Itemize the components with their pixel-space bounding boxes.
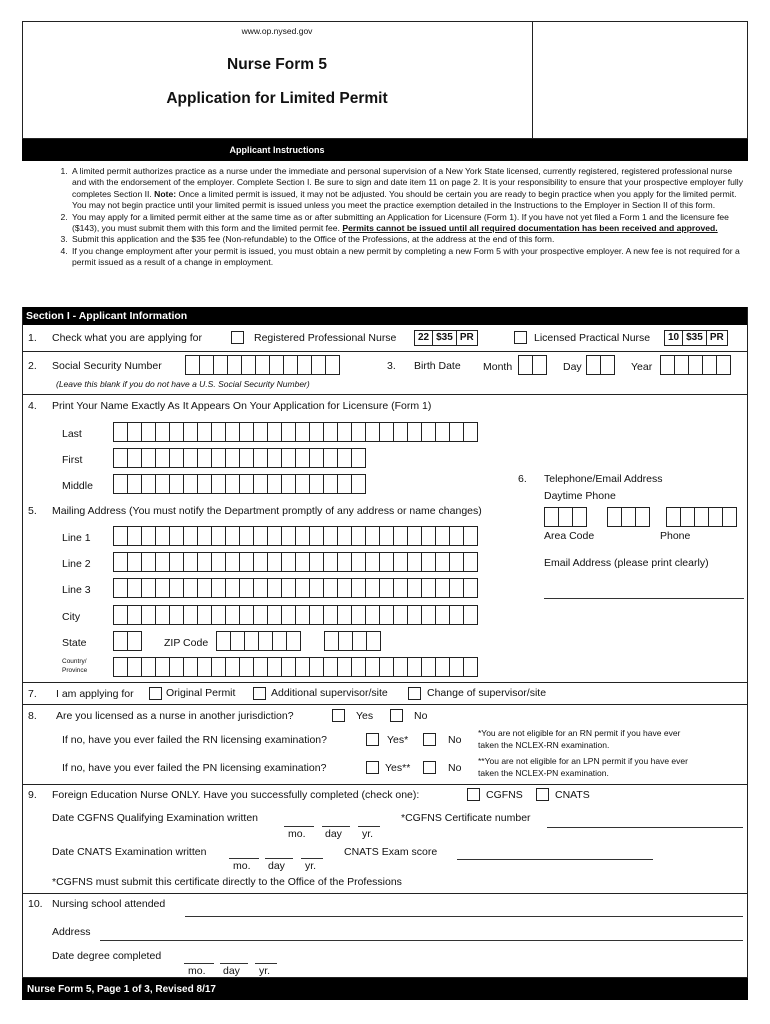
area-code-label: Area Code [544, 530, 595, 542]
pn-note: taken the NCLEX-PN examination. [478, 768, 609, 778]
cnats-label: CNATS [555, 789, 590, 801]
q10-label: Nursing school attended [52, 898, 166, 910]
q1-num: 1. [28, 332, 37, 344]
yr-label: yr. [305, 860, 317, 872]
lpn-code: 10 $35 PR [664, 330, 727, 346]
original-permit-label: Original Permit [166, 687, 236, 699]
licensed-no-label: No [414, 710, 428, 722]
line2-label: Line 2 [62, 558, 91, 570]
header-box [22, 21, 748, 139]
line1-label: Line 1 [62, 532, 91, 544]
pn-note: **You are not eligible for an LPN permit if you have ever [478, 756, 688, 766]
instruction-item: 4. If you change employment after your permit is issued, you must obtain a new permit by completing a new Form 5 with your prospective employer. A new fee is not required for a permit issued as a result of a change in employment. [70, 246, 745, 269]
cgfns-note: *CGFNS must submit this certificate directly to the Office of the Professions [52, 876, 402, 888]
header-url: www.op.nysed.gov [241, 26, 313, 36]
licensed-yes-label: Yes [356, 710, 374, 722]
rn-failed-no-label: No [448, 734, 462, 746]
instruction-item: 1. A limited permit authorizes practice as a nurse under the immediate and personal supervision of a New York State licensed, currently registered, registered professional nurse and with the endorsement of the employer. Complete Section I. Be sure to sign and date item 11 on page 2. It is your responsibility to ensure that your prospective employer fully completes Section II. Note: Once a limited permit is issued, it may not be adjusted. You should be certain you are ready to begin practice when you apply for the limited permit. You may not begin practice until your limited permit is issued unless you meet the practice exemption detailed in the Instructions to the Employer in Section II of this form. [70, 166, 745, 212]
instruction-item: 3. Submit this application and the $35 fee (Non-refundable) to the Office of the Professions, at the address at the end of this form. [70, 234, 745, 245]
form-subtitle: Application for Limited Permit [166, 90, 388, 107]
rn-failed-yes-label: Yes* [387, 734, 409, 746]
cgfns-label: CGFNS [486, 789, 523, 801]
q10-num: 10. [28, 898, 43, 910]
q6-num: 6. [518, 473, 527, 485]
rn-note: *You are not eligible for an RN permit if you have ever [478, 728, 681, 738]
yr-label: yr. [259, 965, 271, 977]
email-label: Email Address (please print clearly) [544, 557, 709, 569]
footer-text: Nurse Form 5, Page 1 of 3, Revised 8/17 [27, 984, 216, 995]
year-label: Year [631, 361, 653, 373]
mo-label: mo. [188, 965, 206, 977]
first-label: First [62, 454, 83, 466]
header-divider [532, 21, 533, 139]
daytime-label: Daytime Phone [544, 490, 616, 502]
pn-failed-no-label: No [448, 762, 462, 774]
school-address-label: Address [52, 926, 91, 938]
phone-label: Phone [660, 530, 691, 542]
q4-label: Print Your Name Exactly As It Appears On Your Application for Licensure (Form 1) [52, 400, 432, 412]
last-label: Last [62, 428, 82, 440]
day-label: day [223, 965, 240, 977]
rn-note: taken the NCLEX-RN examination. [478, 740, 610, 750]
q3-label: Birth Date [414, 360, 461, 372]
day-label: Day [563, 361, 582, 373]
q7-num: 7. [28, 688, 37, 700]
rn-code: 22 $35 PR [414, 330, 477, 346]
q4-num: 4. [28, 400, 37, 412]
pn-failed-question: If no, have you ever failed the PN licensing examination? [62, 762, 327, 774]
section1-frame [22, 307, 748, 978]
q9-label: Foreign Education Nurse ONLY. Have you successfully completed (check one): [52, 789, 420, 801]
q3-num: 3. [387, 360, 396, 372]
day-label: day [268, 860, 285, 872]
change-supervisor-label: Change of supervisor/site [427, 687, 547, 699]
city-label: City [62, 611, 81, 623]
province-label: Province [62, 667, 88, 674]
q2-label: Social Security Number [52, 360, 162, 372]
mo-label: mo. [288, 828, 306, 840]
instructions-list [40, 166, 745, 269]
zip-label: ZIP Code [164, 637, 209, 649]
rn-label: Registered Professional Nurse [254, 332, 397, 344]
day-label: day [325, 828, 342, 840]
q7-label: I am applying for [56, 688, 134, 700]
q2-note: (Leave this blank if you do not have a U.S. Social Security Number) [56, 379, 310, 389]
section1-title: Section I - Applicant Information [26, 310, 188, 322]
pn-failed-yes-label: Yes** [385, 762, 411, 774]
form-title: Nurse Form 5 [227, 56, 327, 73]
q9-num: 9. [28, 789, 37, 801]
q5-label: Mailing Address (You must notify the Department promptly of any address or name changes) [52, 505, 482, 517]
q6-label: Telephone/Email Address [544, 473, 663, 485]
q8-label: Are you licensed as a nurse in another jurisdiction? [56, 710, 294, 722]
instruction-item: 2. You may apply for a limited permit either at the same time as or after submitting an Application for Licensure (Form 1). If you have not yet filed a Form 1 and the licensure fee ($143), you must submit them with this form and the limited permit fee. Permits cannot be issued until all required documentation has been received and approved. [70, 212, 745, 235]
q2-num: 2. [28, 360, 37, 372]
rn-failed-question: If no, have you ever failed the RN licensing examination? [62, 734, 327, 746]
q5-num: 5. [28, 505, 37, 517]
cnats-score-label: CNATS Exam score [344, 846, 438, 858]
cgfns-date-label: Date CGFNS Qualifying Examination written [52, 812, 258, 824]
degree-date-label: Date degree completed [52, 950, 162, 962]
month-label: Month [483, 361, 513, 373]
cnats-date-label: Date CNATS Examination written [52, 846, 207, 858]
country-label: Country/ [62, 658, 87, 665]
state-label: State [62, 637, 87, 649]
q8-num: 8. [28, 710, 37, 722]
middle-label: Middle [62, 480, 93, 492]
instructions-title: Applicant Instructions [229, 145, 325, 155]
mo-label: mo. [233, 860, 251, 872]
lpn-label: Licensed Practical Nurse [534, 332, 651, 344]
additional-supervisor-label: Additional supervisor/site [271, 687, 388, 699]
yr-label: yr. [362, 828, 374, 840]
cgfns-cert-label: *CGFNS Certificate number [401, 812, 531, 824]
line3-label: Line 3 [62, 584, 91, 596]
q1-label: Check what you are applying for [52, 332, 202, 344]
